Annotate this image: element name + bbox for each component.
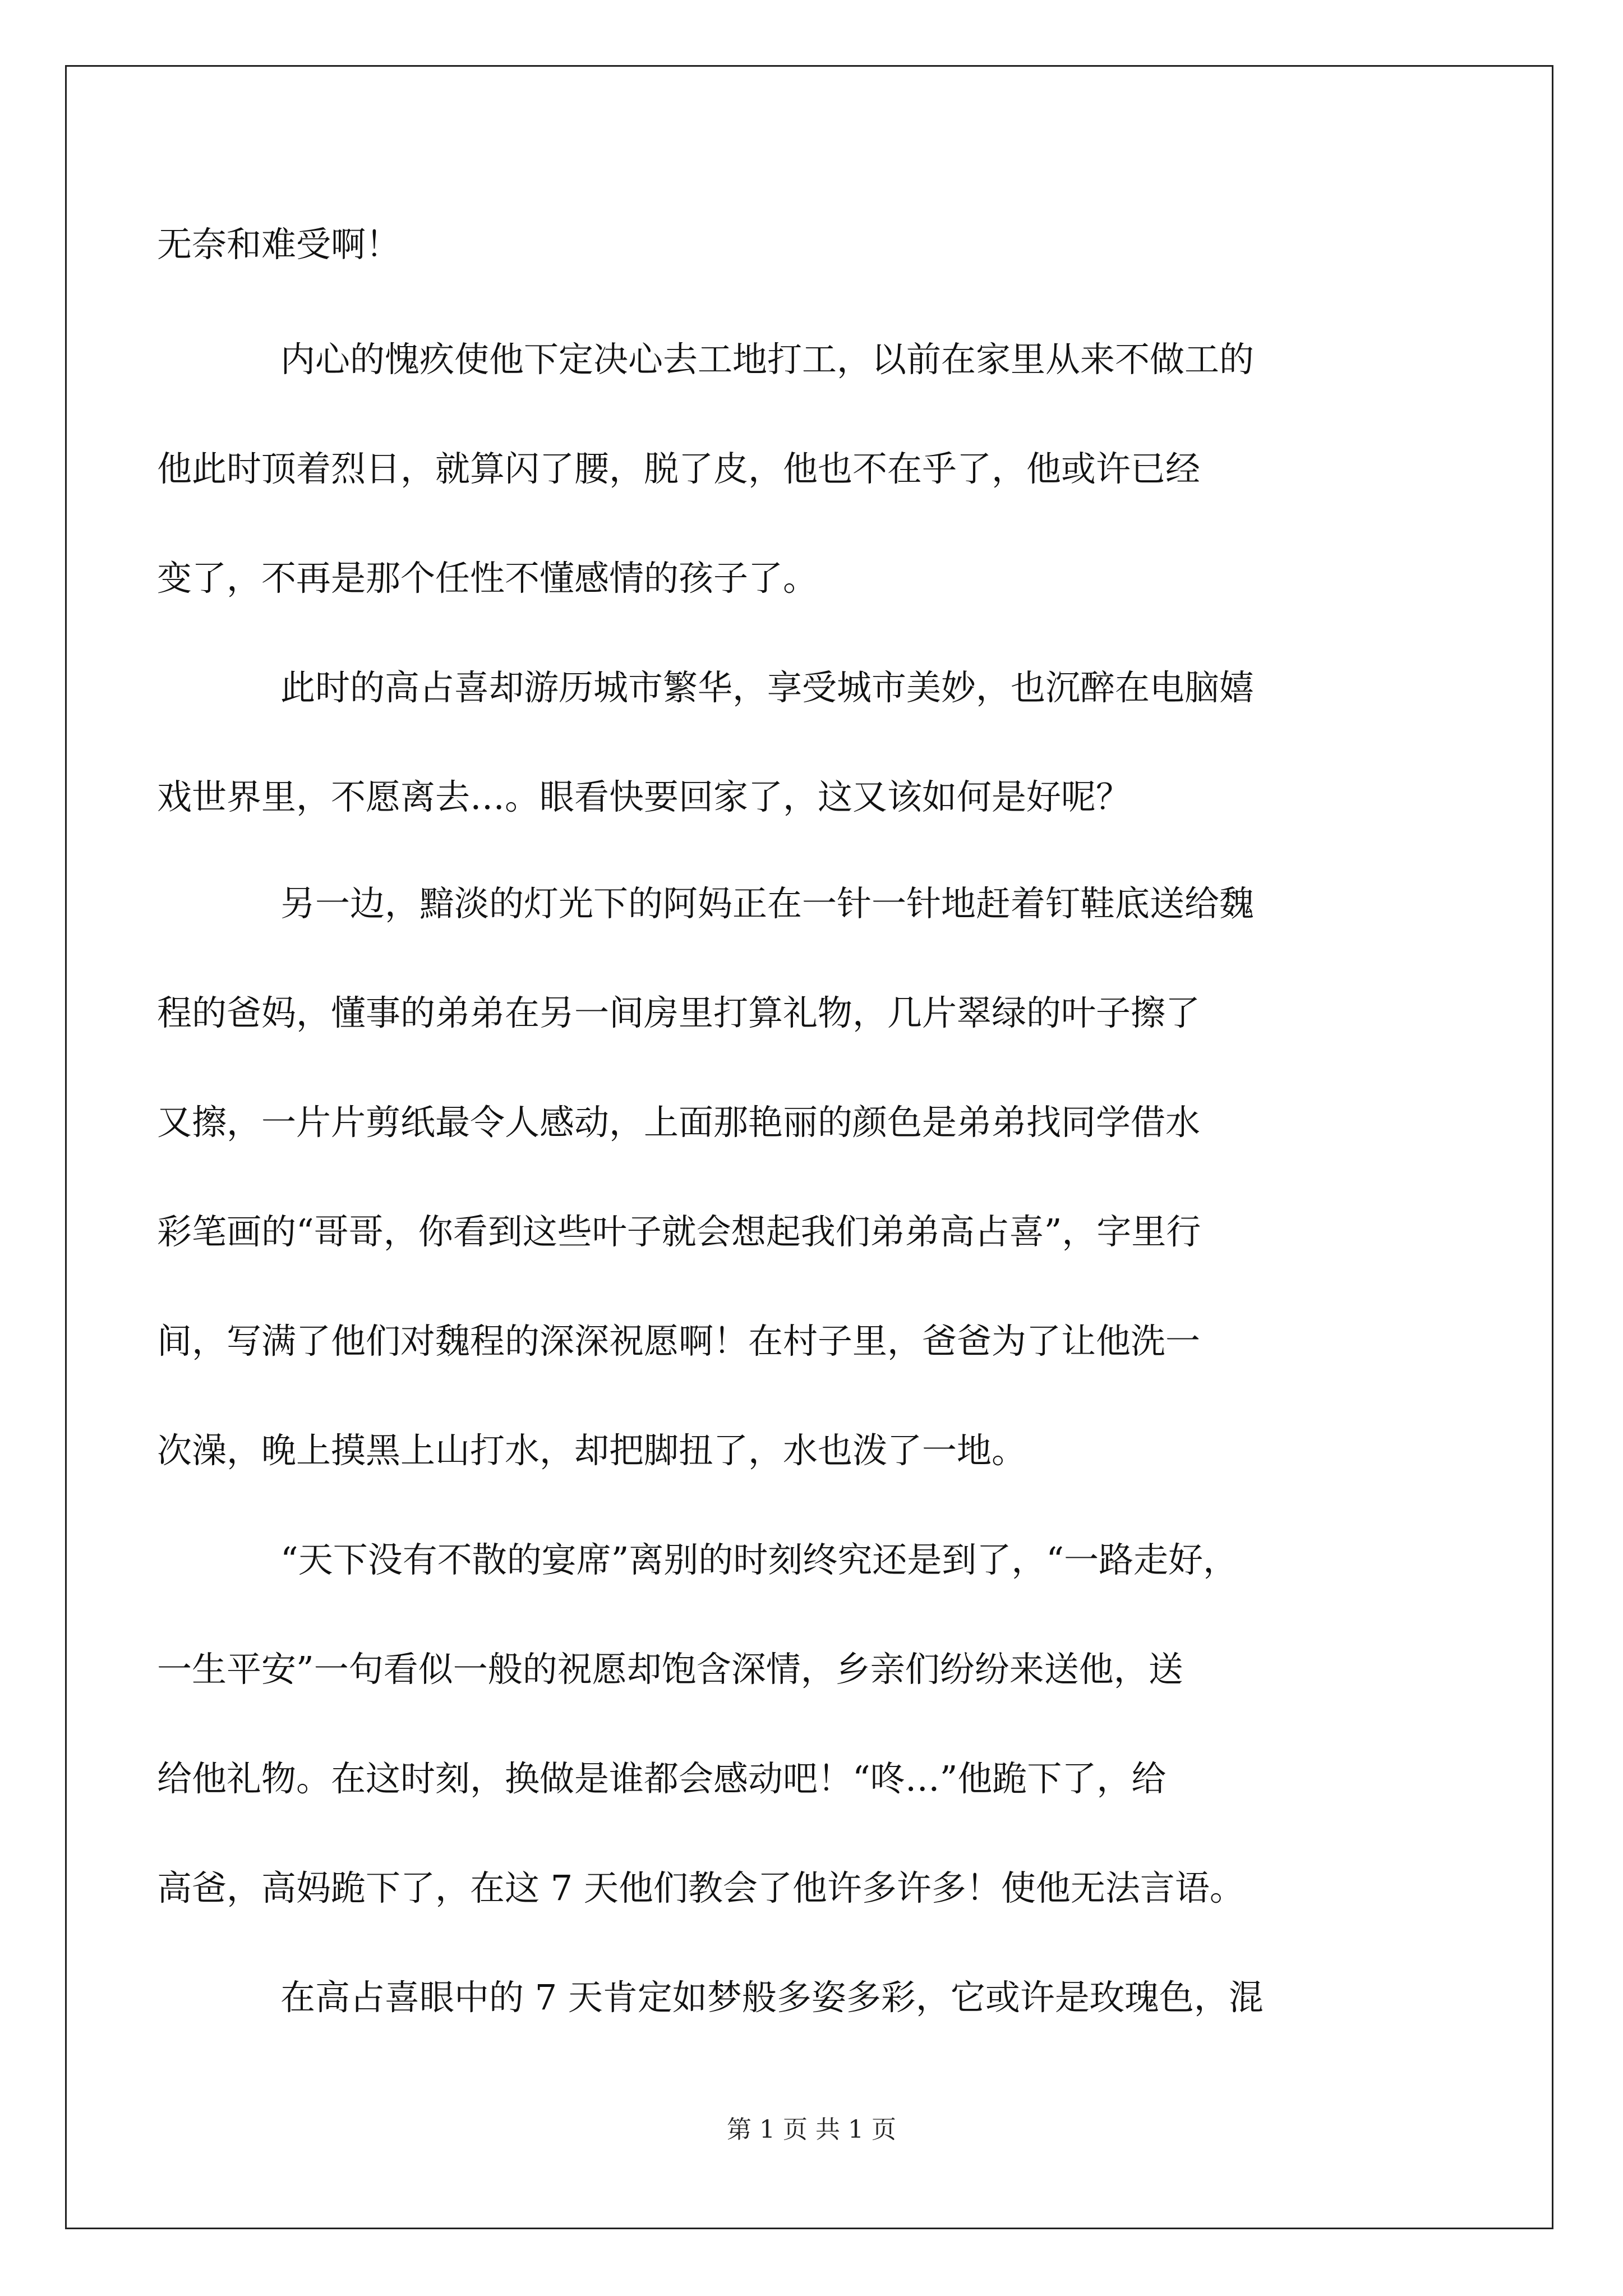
paragraph-start-line: 另一边，黯淡的灯光下的阿妈正在一针一针地赶着钉鞋底送给魏 (280, 883, 1255, 924)
text-line: 戏世界里，不愿离去…。眼看快要回家了，这又该如何是好呢？ (157, 776, 1131, 817)
text-line: 间，写满了他们对魏程的深深祝愿啊！在村子里，爸爸为了让他洗一 (157, 1320, 1201, 1361)
page-number-footer: 第 1 页 共 1 页 (727, 2115, 896, 2144)
paragraph-start-line: 内心的愧疚使他下定决心去工地打工，以前在家里从来不做工的 (280, 339, 1255, 380)
text-line: 给他礼物。在这时刻，换做是谁都会感动吧！“咚…”他跪下了，给 (157, 1758, 1166, 1799)
text-line: 彩笔画的“哥哥，你看到这些叶子就会想起我们弟弟高占喜”，字里行 (157, 1211, 1201, 1252)
paragraph-start-line: 此时的高占喜却游历城市繁华，享受城市美妙，也沉醉在电脑嬉 (280, 667, 1255, 708)
paragraph-start-line: “天下没有不散的宴席”离别的时刻终究还是到了，“一路走好， (280, 1539, 1238, 1580)
text-line: 程的爸妈，懂事的弟弟在另一间房里打算礼物，几片翠绿的叶子擦了 (157, 992, 1201, 1033)
text-line: 变了，不再是那个任性不懂感情的孩子了。 (157, 558, 818, 599)
text-line: 一生平安”一句看似一般的祝愿却饱含深情，乡亲们纷纷来送他，送 (157, 1649, 1183, 1690)
text-line: 高爸，高妈跪下了，在这 7 天他们教会了他许多许多！使他无法言语。 (157, 1867, 1244, 1908)
text-line: 无奈和难受啊！ (157, 224, 401, 265)
text-line: 又擦，一片片剪纸最令人感动，上面那艳丽的颜色是弟弟找同学借水 (157, 1102, 1201, 1143)
text-line: 他此时顶着烈日，就算闪了腰，脱了皮，他也不在乎了，他或许已经 (157, 448, 1201, 489)
paragraph-start-line: 在高占喜眼中的 7 天肯定如梦般多姿多彩，它或许是玫瑰色，混 (280, 1977, 1264, 2018)
text-line: 次澡，晚上摸黑上山打水，却把脚扭了，水也泼了一地。 (157, 1430, 1027, 1471)
